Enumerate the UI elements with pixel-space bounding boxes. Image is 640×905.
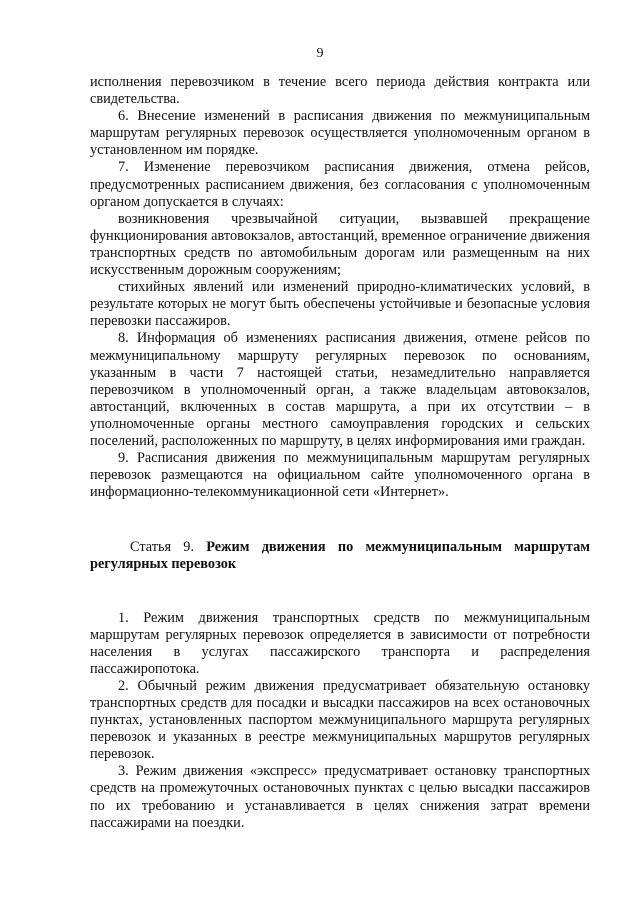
- article-heading: [90, 539, 590, 573]
- article-paragraph-3: 3. Режим движения «экспресс» предусматривает остановку транспортных средств на промежуточных остановочных пунктах с целью высадки пассажиров по их требованию и устанавливается в целях снижения затрат времени пассажирами на поездки.: [90, 763, 590, 831]
- paragraph-9: 9. Расписания движения по межмуниципальным маршрутам регулярных перевозок размещаются на официальном сайте уполномоченного органа в информационно-телекоммуникационной сети «Интернет».: [90, 450, 590, 501]
- paragraph-6: 6. Внесение изменений в расписания движения по межмуниципальным маршрутам регулярных перевозок осуществляется уполномоченным органом в установленном им порядке.: [90, 108, 590, 159]
- paragraph-8: 8. Информация об изменениях расписания движения, отмене рейсов по межмуниципальному маршруту регулярных перевозок по основаниям, указанным в части 7 настоящей статьи, незамедлительно направляется перевозчиком в уполномоченный орган, а также владельцам автовокзалов, автостанций, включенных в состав маршрута, а при их отсутствии – в уполномоченные органы местного самоуправления городских и сельских поселений, расположенных по маршруту, в целях информирования ими граждан.: [90, 330, 590, 449]
- paragraph-7: 7. Изменение перевозчиком расписания движения, отмена рейсов, предусмотренных расписанием движения, без согласования с уполномоченным органом допускается в случаях:: [90, 159, 590, 210]
- document-body: [90, 74, 590, 832]
- page-number: 9: [316, 46, 324, 61]
- paragraph-7-case-2: стихийных явлений или изменений природно-климатических условий, в результате которых не могут быть обеспечены устойчивые и безопасные условия перевозки пассажиров.: [90, 279, 590, 330]
- article-paragraph-1: 1. Режим движения транспортных средств по межмуниципальным маршрутам регулярных перевозок определяется в зависимости от потребности населения в услугах пассажирского транспорта и распределения пассажиропотока.: [90, 609, 590, 677]
- article-prefix: Статья 9.: [130, 539, 207, 556]
- article-paragraph-2: 2. Обычный режим движения предусматривает обязательную остановку транспортных средств для посадки и высадки пассажиров на всех остановочных пунктах, установленных паспортом межмуниципального маршрута регулярных перевозок и указанных в реестре межмуниципальных маршрутов регулярных перевозок.: [90, 677, 590, 763]
- article-title: Режим движения по межмуниципальным маршрутам регулярных перевозок: [90, 539, 590, 573]
- paragraph-continuation: исполнения перевозчиком в течение всего периода действия контракта или свидетельства.: [90, 74, 590, 108]
- paragraph-7-case-1: возникновения чрезвычайной ситуации, вызвавшей прекращение функционирования автовокзалов, автостанций, временное ограничение движения транспортных средств по автомобильным дорогам или размещенным на них искусственным дорожным сооружениям;: [90, 210, 590, 279]
